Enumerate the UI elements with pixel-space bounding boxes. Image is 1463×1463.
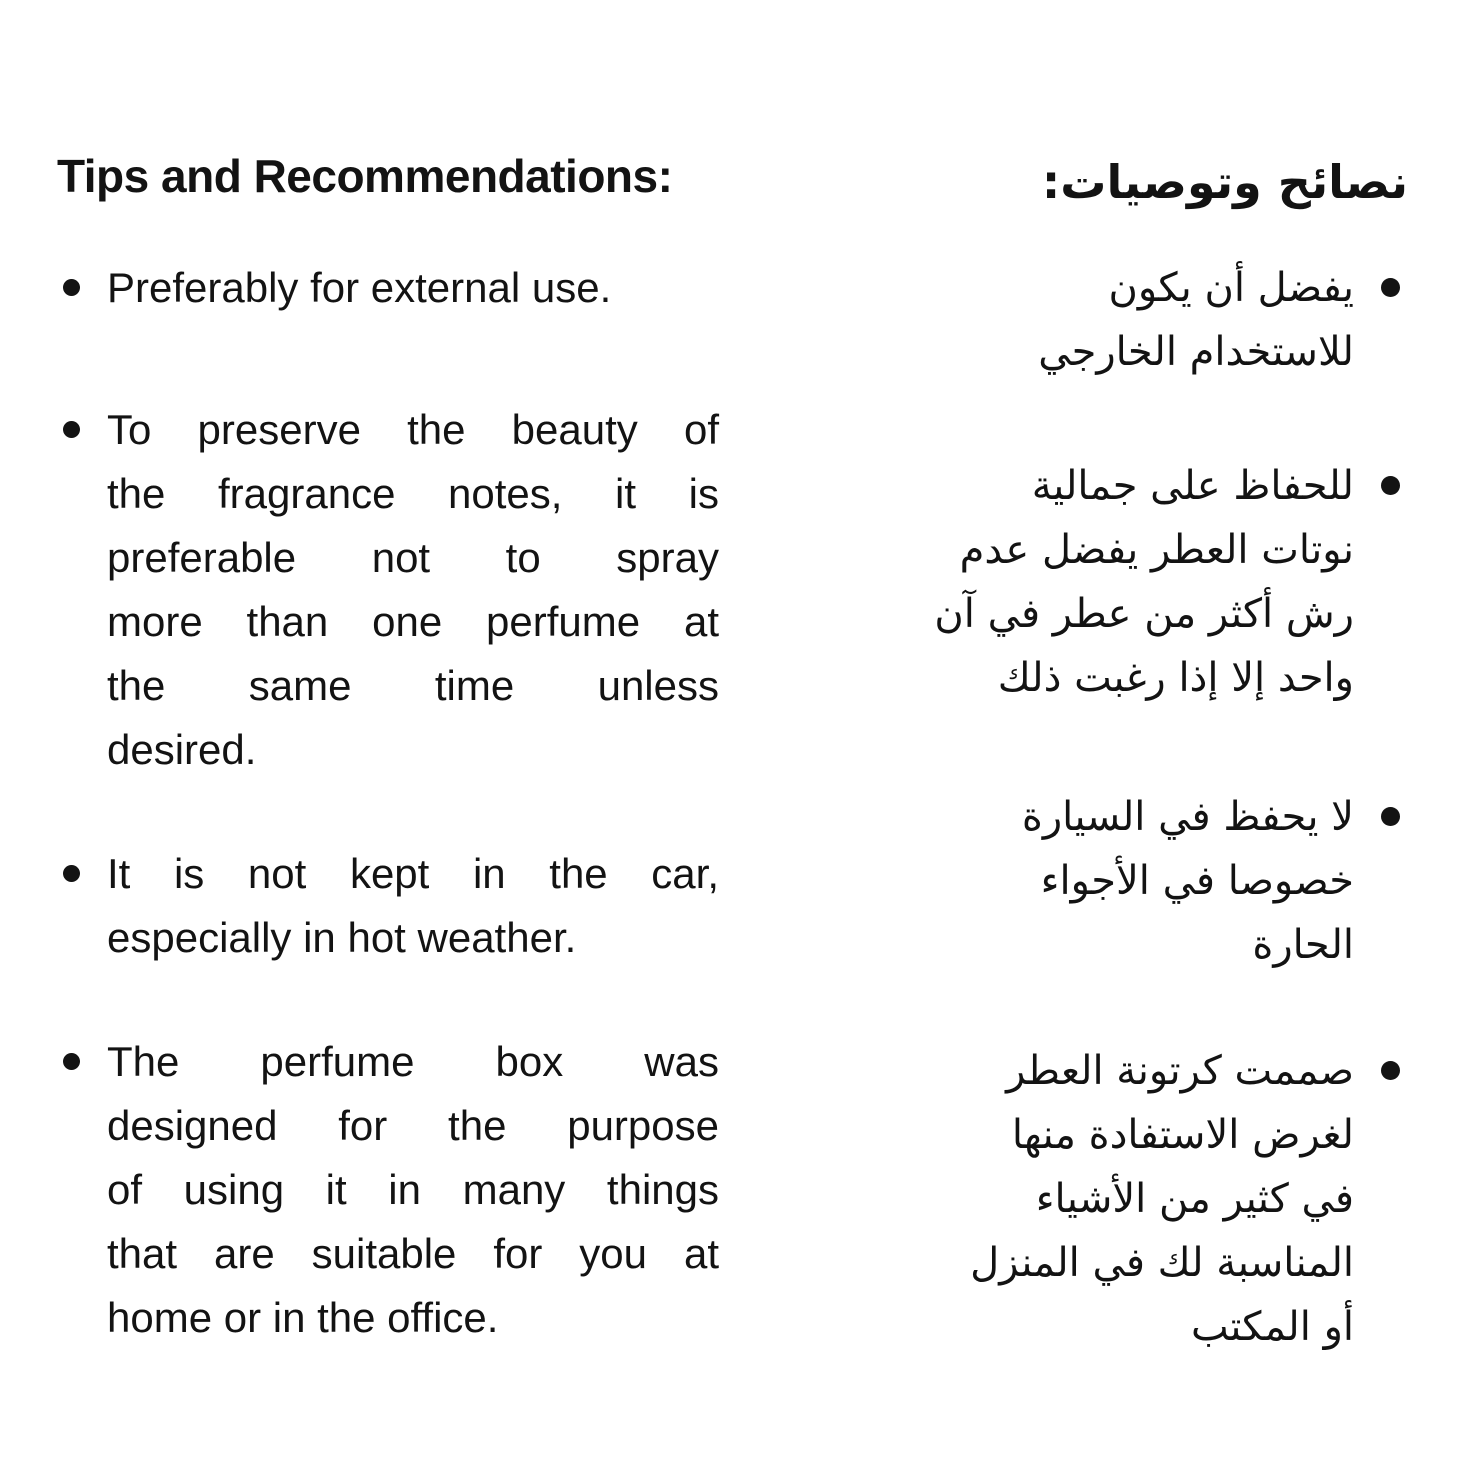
text-line: home or in the office. bbox=[107, 1294, 499, 1341]
list-item-text bbox=[107, 1030, 719, 1350]
bullet-icon bbox=[1381, 476, 1400, 495]
list-item-en-2 bbox=[57, 398, 719, 782]
text-line: رش أكثر من عطر في آن bbox=[934, 591, 1354, 637]
text-line: desired. bbox=[107, 726, 257, 773]
text-line: المناسبة لك في المنزل bbox=[970, 1240, 1354, 1286]
list-item-text bbox=[107, 398, 719, 782]
list-item-ar-2 bbox=[770, 454, 1408, 710]
bullet-icon bbox=[1381, 1061, 1400, 1080]
list-item-ar-1 bbox=[770, 256, 1408, 384]
text-line: The perfume box was bbox=[107, 1038, 719, 1085]
list-item-en-4 bbox=[57, 1030, 719, 1350]
text-line: the fragrance notes, it is bbox=[107, 470, 719, 517]
text-line: that are suitable for you at bbox=[107, 1230, 719, 1277]
text-line: preferable not to spray bbox=[107, 534, 719, 581]
tips-heading-en: Tips and Recommendations: bbox=[57, 150, 673, 202]
text-line: designed for the purpose bbox=[107, 1102, 719, 1149]
list-item-en-3 bbox=[57, 842, 719, 970]
text-line: للحفاظ على جمالية bbox=[1031, 463, 1354, 509]
text-line: صممت كرتونة العطر bbox=[1006, 1048, 1354, 1094]
text-line: more than one perfume at bbox=[107, 598, 719, 645]
bullet-icon bbox=[63, 279, 80, 296]
text-line: of using it in many things bbox=[107, 1166, 719, 1213]
list-item-text bbox=[770, 785, 1354, 977]
text-line: نوتات العطر يفضل عدم bbox=[959, 527, 1354, 573]
list-item-text bbox=[107, 256, 719, 320]
text-line: خصوصا في الأجواء bbox=[1040, 858, 1354, 904]
text-line: الحارة bbox=[1252, 922, 1354, 968]
bullet-icon bbox=[63, 865, 80, 882]
list-item-text bbox=[770, 1039, 1354, 1359]
text-line: أو المكتب bbox=[1190, 1304, 1354, 1350]
text-line: لا يحفظ في السيارة bbox=[1021, 794, 1354, 840]
list-item-en-1 bbox=[57, 256, 719, 320]
text-line: للاستخدام الخارجي bbox=[1038, 329, 1354, 375]
arabic-column bbox=[770, 150, 1408, 1359]
bullet-icon bbox=[1381, 278, 1400, 297]
list-item-ar-3 bbox=[770, 785, 1408, 977]
text-line: في كثير من الأشياء bbox=[1035, 1176, 1354, 1222]
text-line: especially in hot weather. bbox=[107, 914, 577, 961]
text-line: يفضل أن يكون bbox=[1108, 265, 1354, 311]
text-line: Preferably for external use. bbox=[107, 264, 612, 311]
text-line: It is not kept in the car, bbox=[107, 850, 719, 897]
text-line: لغرض الاستفادة منها bbox=[1011, 1112, 1354, 1158]
list-item-text bbox=[770, 256, 1354, 384]
bullet-icon bbox=[63, 1053, 80, 1070]
text-line: To preserve the beauty of bbox=[107, 406, 719, 453]
list-item-ar-4 bbox=[770, 1039, 1408, 1359]
tips-heading-ar: نصائح وتوصيات: bbox=[1041, 155, 1408, 209]
bullet-icon bbox=[1381, 807, 1400, 826]
list-item-text bbox=[770, 454, 1354, 710]
bullet-icon bbox=[63, 421, 80, 438]
english-column bbox=[57, 148, 719, 1350]
text-line: واحد إلا إذا رغبت ذلك bbox=[997, 655, 1354, 701]
list-item-text bbox=[107, 842, 719, 970]
text-line: the same time unless bbox=[107, 662, 719, 709]
